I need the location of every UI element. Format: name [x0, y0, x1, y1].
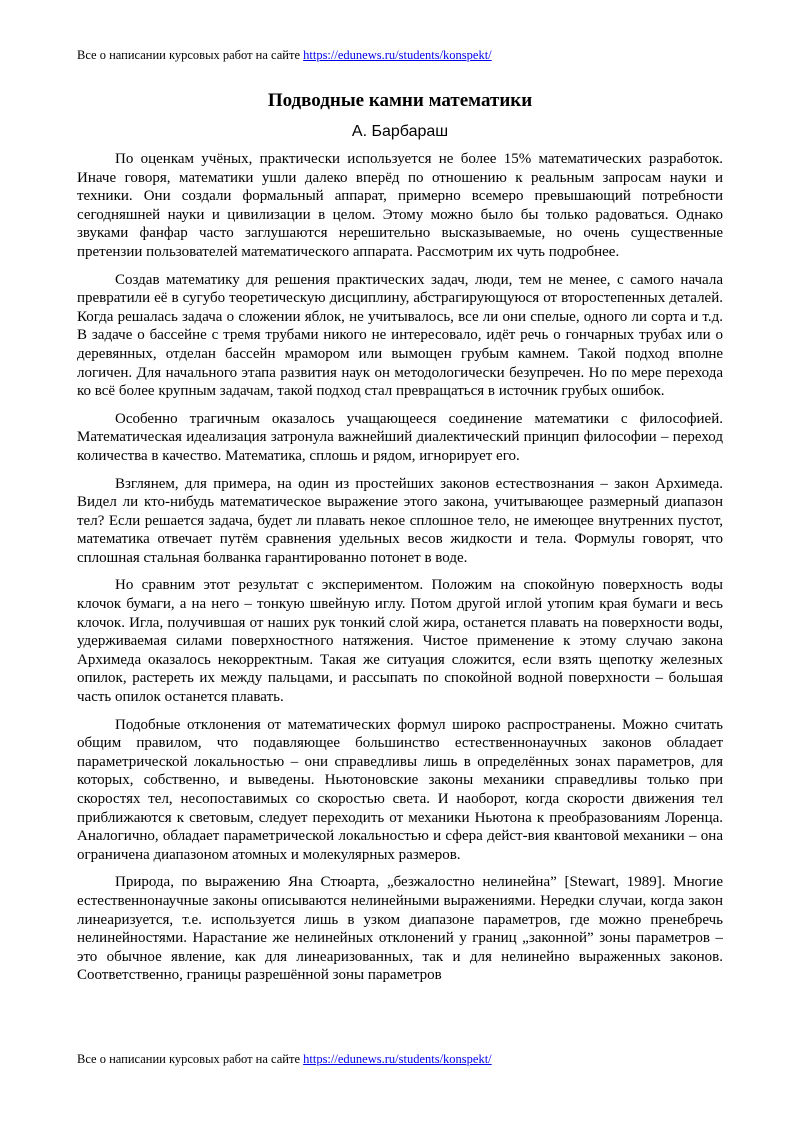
document-body: [77, 150, 723, 1048]
paragraph: Создав математику для решения практических задач, люди, тем не менее, с самого начала превратили её в сугубо теоретическую дисциплину, абстрагирующуюся от второстепенных деталей. Когда решалась задача о сложении яблок, не учитывалось, все ли они спелые, одного ли сорта и т.д. В задаче о бассейне с тремя трубами никого не интересовало, идёт речь о гончарных трубах или о деревянных, отделан бассейн мрамором или вымощен грубым камнем. Такой подход вполне логичен. Для начального этапа развития наук он методологически безупречен. Но по мере перехода ко всё более крупным задачам, такой подход стал превращаться в источник грубых ошибок.: [77, 271, 723, 400]
paragraph: Подобные отклонения от математических формул широко распространены. Можно считать общим правилом, что подавляющее большинство естественнонаучных законов обладает параметрической локальностью – они справедливы лишь в определённых зонах параметров, для которых, собственно, и выведены. Ньютоновские законы механики справедливы только при скоростях тел, несопоставимых со скоростью света. И наоборот, когда скорости движения тел приближаются к световым, следует переходить от механики Ньютона к преобразованиям Лоренца. Аналогично, обладает параметрической локальностью и сфера дейст-вия квантовой механики – она ограничена диапазоном атомных и молекулярных размеров.: [77, 716, 723, 863]
page-footer: [77, 1052, 492, 1067]
paragraph: Но сравним этот результат с экспериментом. Положим на спокойную поверхность воды клочок бумаги, а на него – тонкую швейную иглу. Потом другой иглой утопим края бумаги и весь клочок. Игла, получившая от наших рук тонкий слой жира, останется плавать на поверхности воды, удерживаемая силами поверхностного натяжения. Чистое применение к этому случаю закона Архимеда оказалось некорректным. Такая же ситуация сложится, если взять щепотку железных опилок, растереть их между пальцами, и рассыпать по спокойной водной поверхности – большая часть опилок останется плавать.: [77, 577, 723, 706]
paragraph: Особенно трагичным оказалось учащающееся соединение математики с философией. Математическая идеализация затронула важнейший диалектический принцип философии – переход количества в качество. Математика, сплошь и рядом, игнорирует его.: [77, 410, 723, 464]
footer-link[interactable]: https://edunews.ru/students/konspekt/: [303, 1052, 492, 1066]
paragraph: Природа, по выражению Яна Стюарта, „безжалостно нелинейна” [Stewart, 1989]. Многие естественнонаучные законы описываются нелинейными выражениями. Нередки случаи, когда закон линеаризуется, т.е. используется лишь в узком диапазоне параметров, где можно пренебречь нелинейностями. Нарастание же нелинейных отклонений у границ „законной” зоны параметров – это обычное явление, как для линеаризованных, так и для нелинейно выраженных законов. Соответственно, границы разрешённой зоны параметров: [77, 874, 723, 984]
paragraph: Взглянем, для примера, на один из простейших законов естествознания – закон Архимеда. Видел ли кто-нибудь математическое выражение этого закона, учитывающее размерный диапазон тел? Если решается задача, будет ли плавать некое сплошное тело, не имеющее внутренних пустот, математика отвечает путём сравнения удельных весов жидкости и тела. Формулы говорят, что сплошная стальная болванка гарантированно потонет в воде.: [77, 475, 723, 566]
header-text: Все о написании курсовых работ на сайте: [77, 48, 304, 62]
paragraph: По оценкам учёных, практически используется не более 15% математических разработок. Иначе говоря, математики ушли далеко вперёд по отношению к реальным запросам науки и техники. Они создали формальный аппарат, примерно всемеро превышающий потребности сегодняшней науки и цивилизации в целом. Этому можно было бы только радоваться. Однако звуками фанфар часто заглушаются нерешительно высказываемые, но очень существенные претензии пользователей математического аппарата. Рассмотрим их чуть подробнее.: [77, 151, 723, 260]
page-header: [77, 48, 492, 63]
header-link[interactable]: https://edunews.ru/students/konspekt/: [303, 48, 492, 62]
document-author: А. Барбараш: [351, 123, 449, 140]
document-title: Подводные камни математики: [267, 90, 533, 111]
footer-text: Все о написании курсовых работ на сайте: [77, 1052, 304, 1066]
